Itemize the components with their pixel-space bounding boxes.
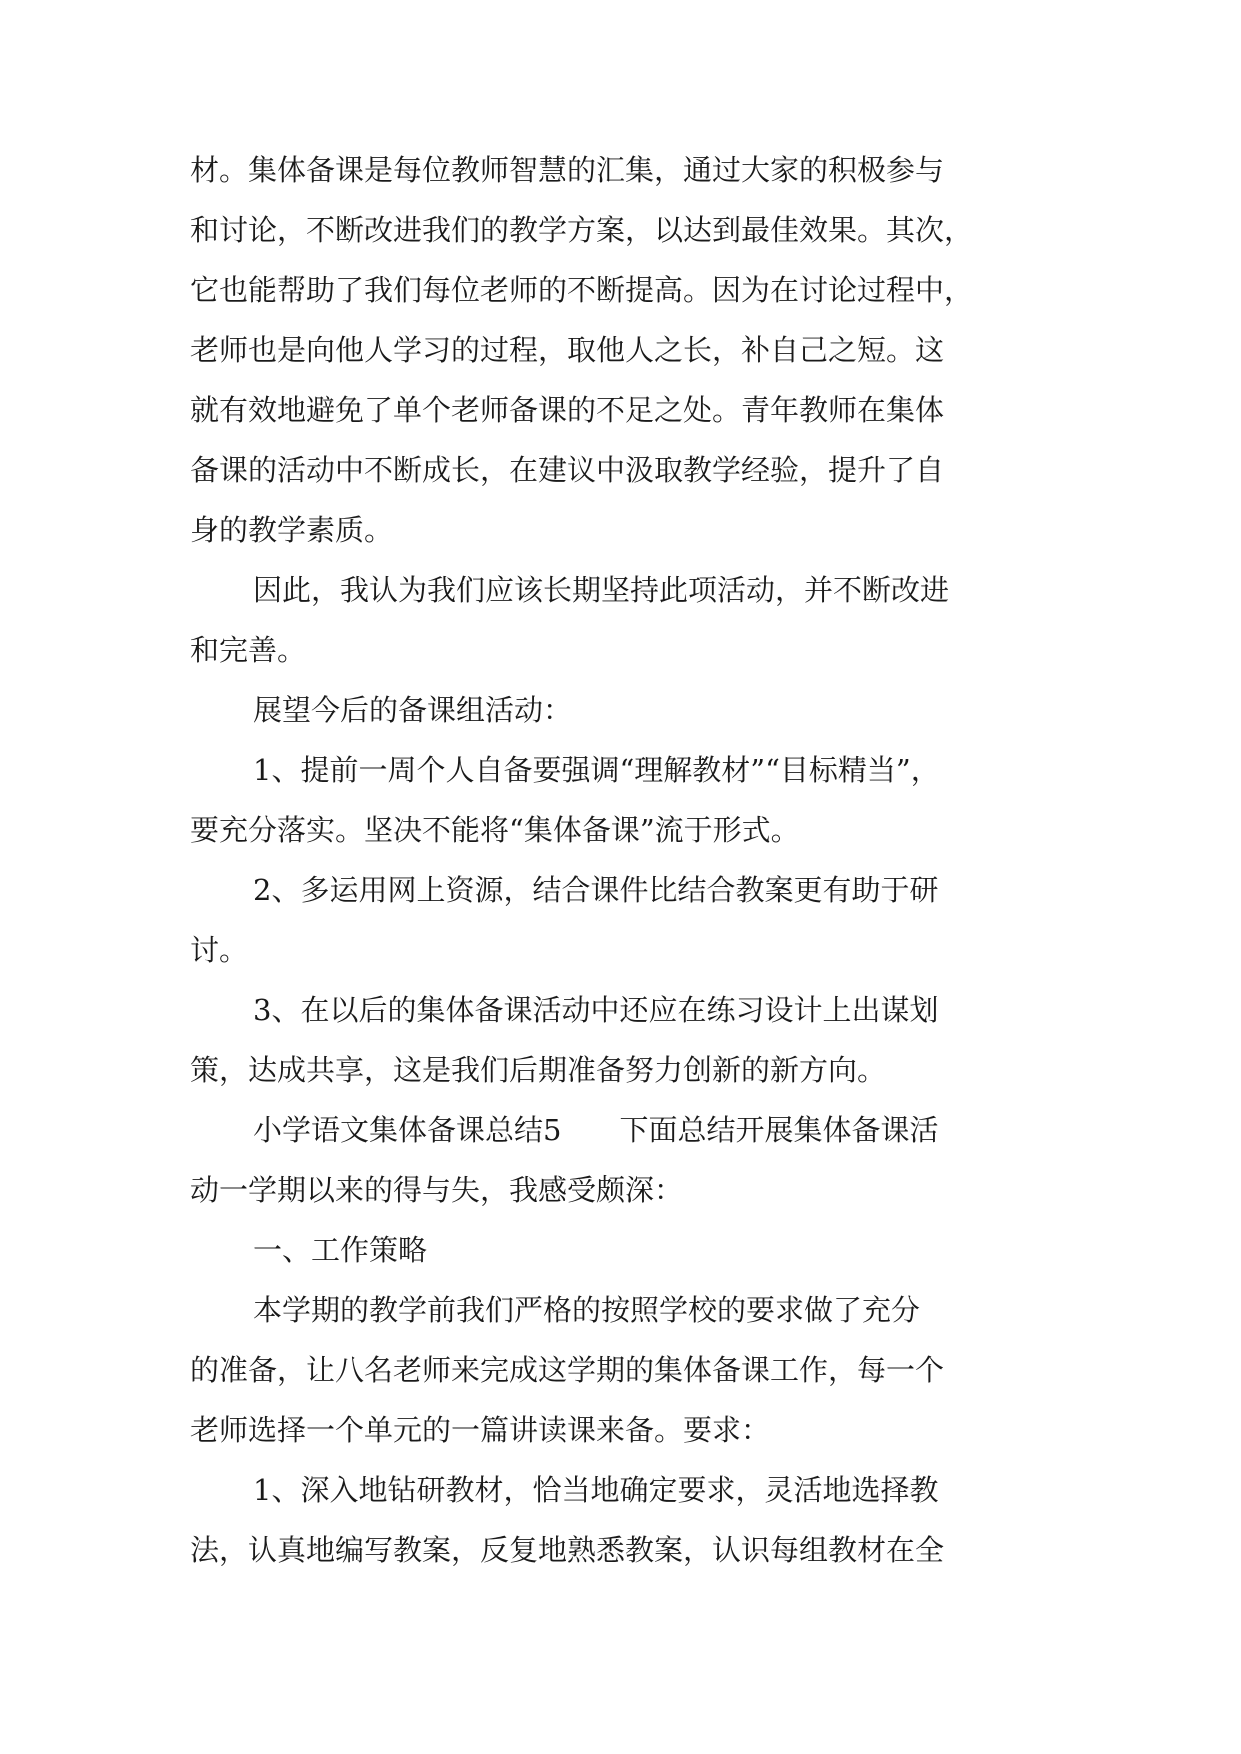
- text-line: 材。集体备课是每位教师智慧的汇集，通过大家的积极参与: [190, 153, 945, 187]
- text-line: 老师也是向他人学习的过程，取他人之长，补自己之短。这: [190, 333, 945, 367]
- text-line: 1、深入地钻研教材，恰当地确定要求，灵活地选择教: [253, 1473, 939, 1507]
- text-line: 2、多运用网上资源，结合课件比结合教案更有助于研: [253, 873, 939, 907]
- text-line: 它也能帮助了我们每位老师的不断提高。因为在讨论过程中，: [190, 273, 974, 307]
- text-line: 因此，我认为我们应该长期坚持此项活动，并不断改进: [253, 573, 950, 607]
- text-line: 的准备，让八名老师来完成这学期的集体备课工作，每一个: [190, 1353, 945, 1387]
- text-line: 老师选择一个单元的一篇讲读课来备。要求：: [190, 1413, 771, 1447]
- text-line: 法，认真地编写教案，反复地熟悉教案，认识每组教材在全: [190, 1533, 945, 1567]
- text-line: 和完善。: [190, 633, 307, 667]
- text-line: 策，达成共享，这是我们后期准备努力创新的新方向。: [190, 1053, 887, 1087]
- text-line: 和讨论，不断改进我们的教学方案，以达到最佳效果。其次，: [190, 213, 974, 247]
- text-line: 展望今后的备课组活动：: [253, 693, 573, 727]
- text-line: 身的教学素质。: [190, 513, 394, 547]
- text-line: 小学语文集体备课总结5 下面总结开展集体备课活: [253, 1113, 939, 1147]
- text-line: 本学期的教学前我们严格的按照学校的要求做了充分: [253, 1293, 921, 1327]
- text-line: 一、工作策略: [253, 1233, 428, 1267]
- text-line: 动一学期以来的得与失，我感受颇深：: [190, 1173, 684, 1207]
- text-line: 3、在以后的集体备课活动中还应在练习设计上出谋划: [253, 993, 939, 1027]
- text-line: 要充分落实。坚决不能将“集体备课”流于形式。: [190, 813, 800, 847]
- text-line: 就有效地避免了单个老师备课的不足之处。青年教师在集体: [190, 393, 945, 427]
- text-line: 备课的活动中不断成长，在建议中汲取教学经验，提升了自: [190, 453, 945, 487]
- text-line: 讨。: [190, 933, 249, 967]
- text-line: 1、提前一周个人自备要强调“理解教材”“目标精当”，: [253, 753, 940, 787]
